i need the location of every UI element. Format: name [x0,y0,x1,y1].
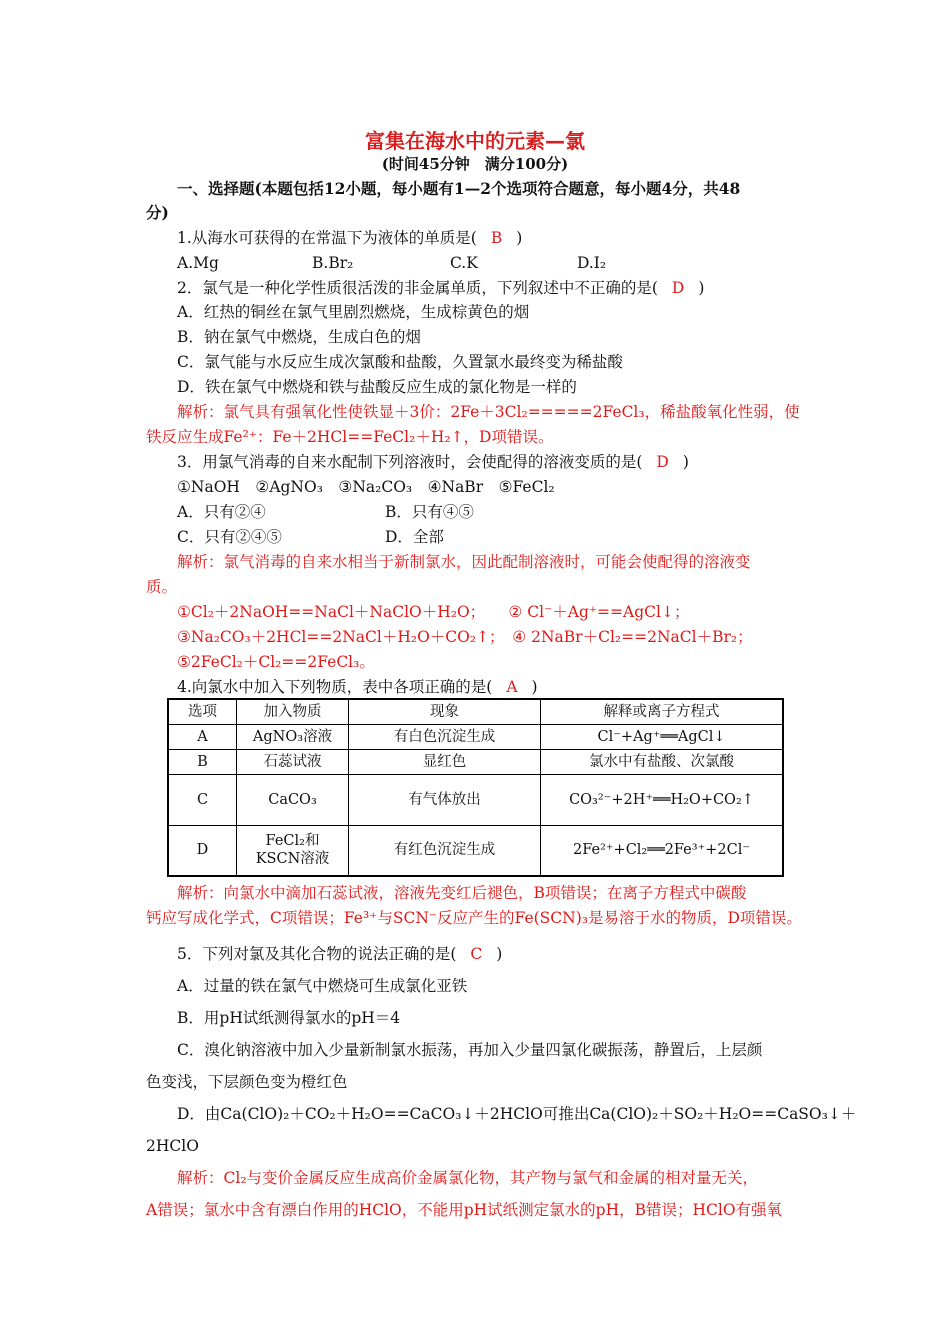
table-header: 加入物质 [237,699,349,724]
table-cell: 氯水中有盐酸、次氯酸 [541,749,784,774]
question-stem: 4.向氯水中加入下列物质，表中各项正确的是( [177,678,493,696]
table-cell: A [168,724,237,749]
page-title: 富集在海水中的元素—氯 [365,129,585,153]
question-2: 2．氯气是一种化学性质很活泼的非金属单质，下列叙述中不正确的是( D ) [177,279,705,297]
answer-mark: B [490,229,503,247]
option-d: D．铁在氯气中燃烧和铁与盐酸反应生成的氯化物是一样的 [177,378,577,396]
page-subtitle: (时间45分钟 满分100分) [381,155,569,173]
table-cell: B [168,749,237,774]
option-a: A．过量的铁在氯气中燃烧可生成氯化亚铁 [177,977,468,995]
option-b: B.Br₂ [312,254,354,272]
option-a: A．红热的铜丝在氯气里剧烈燃烧，生成棕黄色的烟 [177,303,530,321]
table-cell: FeCl₂和KSCN溶液 [237,825,349,876]
table-cell: 2Fe²⁺+Cl₂══2Fe³⁺+2Cl⁻ [541,825,784,876]
table-cell: CaCO₃ [237,774,349,825]
item-list: ①NaOH ②AgNO₃ ③Na₂CO₃ ④NaBr ⑤FeCl₂ [177,478,555,496]
option-d: D．全部 [385,528,444,546]
option-c-cont: 色变浅，下层颜色变为橙红色 [146,1073,348,1091]
question-stem: 1.从海水可获得的在常温下为液体的单质是( [177,229,477,247]
table-row [168,774,783,825]
question-stem: 5．下列对氯及其化合物的说法正确的是( [177,945,457,963]
answer-table [167,698,784,877]
table-header: 选项 [168,699,237,724]
table-header-row [168,699,783,724]
option-a: A.Mg [177,254,219,272]
table-cell: 显红色 [349,749,541,774]
equation-line: ③Na₂CO₃＋2HCl==2NaCl＋H₂O＋CO₂↑； ④ 2NaBr＋Cl₂==2NaCl＋Br₂； [177,628,753,646]
equation-line: ⑤2FeCl₂＋Cl₂==2FeCl₃。 [177,653,375,671]
question-3: 3．用氯气消毒的自来水配制下列溶液时，会使配得的溶液变质的是( D ) [177,453,689,471]
option-c: C.K [450,254,478,272]
option-c: C．溴化钠溶液中加入少量新制氯水振荡，再加入少量四氯化碳振荡，静置后，上层颜 [177,1041,763,1059]
explanation-line: 解析：氯气消毒的自来水相当于新制氯水，因此配制溶液时，可能会使配得的溶液变 [177,553,751,571]
table-row [168,724,783,749]
table-cell: Cl⁻+Ag⁺══AgCl↓ [541,724,784,749]
option-b: B．钠在氯气中燃烧，生成白色的烟 [177,328,421,346]
table-row [168,825,783,876]
option-a: A．只有②④ [177,503,266,521]
table-cell: D [168,825,237,876]
table-cell: 有白色沉淀生成 [349,724,541,749]
equation-line: ①Cl₂＋2NaOH==NaCl＋NaClO＋H₂O； ② Cl⁻＋Ag⁺==AgCl↓； [177,603,690,621]
option-c: C．氯气能与水反应生成次氯酸和盐酸，久置氯水最终变为稀盐酸 [177,353,623,371]
table-cell: 石蕊试液 [237,749,349,774]
option-c: C．只有②④⑤ [177,528,282,546]
question-stem: 2．氯气是一种化学性质很活泼的非金属单质，下列叙述中不正确的是( [177,279,658,297]
question-1: 1.从海水可获得的在常温下为液体的单质是( B ) [177,229,523,247]
table-row [168,749,783,774]
table-cell: AgNO₃溶液 [237,724,349,749]
option-d: D．由Ca(ClO)₂＋CO₂＋H₂O==CaCO₃↓＋2HClO可推出Ca(ClO)₂＋SO₂＋H₂O==CaSO₃↓＋ [177,1105,857,1123]
explanation-line: A错误；氯水中含有漂白作用的HClO，不能用pH试纸测定氯水的pH，B错误；HClO有强氧 [146,1201,783,1219]
question-5: 5．下列对氯及其化合物的说法正确的是( C ) [177,945,503,963]
answer-mark: C [470,945,483,963]
question-stem: 3．用氯气消毒的自来水配制下列溶液时，会使配得的溶液变质的是( [177,453,643,471]
question-4: 4.向氯水中加入下列物质，表中各项正确的是( A ) [177,678,538,696]
option-b: B．只有④⑤ [385,503,474,521]
option-d: D.I₂ [577,254,607,272]
section-heading: 一、选择题(本题包括12小题，每小题有1—2个选项符合题意，每小题4分，共48 [177,179,741,198]
option-d-cont: 2HClO [146,1137,199,1155]
explanation-line: 解析：氯气具有强氧化性使铁显＋3价：2Fe＋3Cl₂=====2FeCl₃，稀盐酸氧化性弱，使 [177,403,800,421]
explanation-line: 铁反应生成Fe²⁺：Fe＋2HCl==FeCl₂＋H₂↑，D项错误。 [146,428,554,446]
explanation-line: 质。 [146,578,178,596]
table-cell: 有红色沉淀生成 [349,825,541,876]
explanation-line: 解析：向氯水中滴加石蕊试液，溶液先变红后褪色，B项错误；在离子方程式中碳酸 [177,884,747,902]
table-cell: 有气体放出 [349,774,541,825]
explanation-line: 钙应写成化学式，C项错误；Fe³⁺与SCN⁻反应产生的Fe(SCN)₃是易溶于水的物质，D项错误。 [146,909,802,927]
section-heading-cont: 分) [146,203,169,222]
table-cell: CO₃²⁻+2H⁺══H₂O+CO₂↑ [541,774,784,825]
answer-mark: D [671,279,685,297]
table-cell: C [168,774,237,825]
explanation-line: 解析：Cl₂与变价金属反应生成高价金属氯化物，其产物与氯气和金属的相对量无关， [177,1169,759,1187]
answer-mark: A [506,678,518,696]
table-header: 现象 [349,699,541,724]
answer-mark: D [656,453,669,471]
option-b: B．用pH试纸测得氯水的pH＝4 [177,1009,401,1027]
table-header: 解释或离子方程式 [541,699,784,724]
